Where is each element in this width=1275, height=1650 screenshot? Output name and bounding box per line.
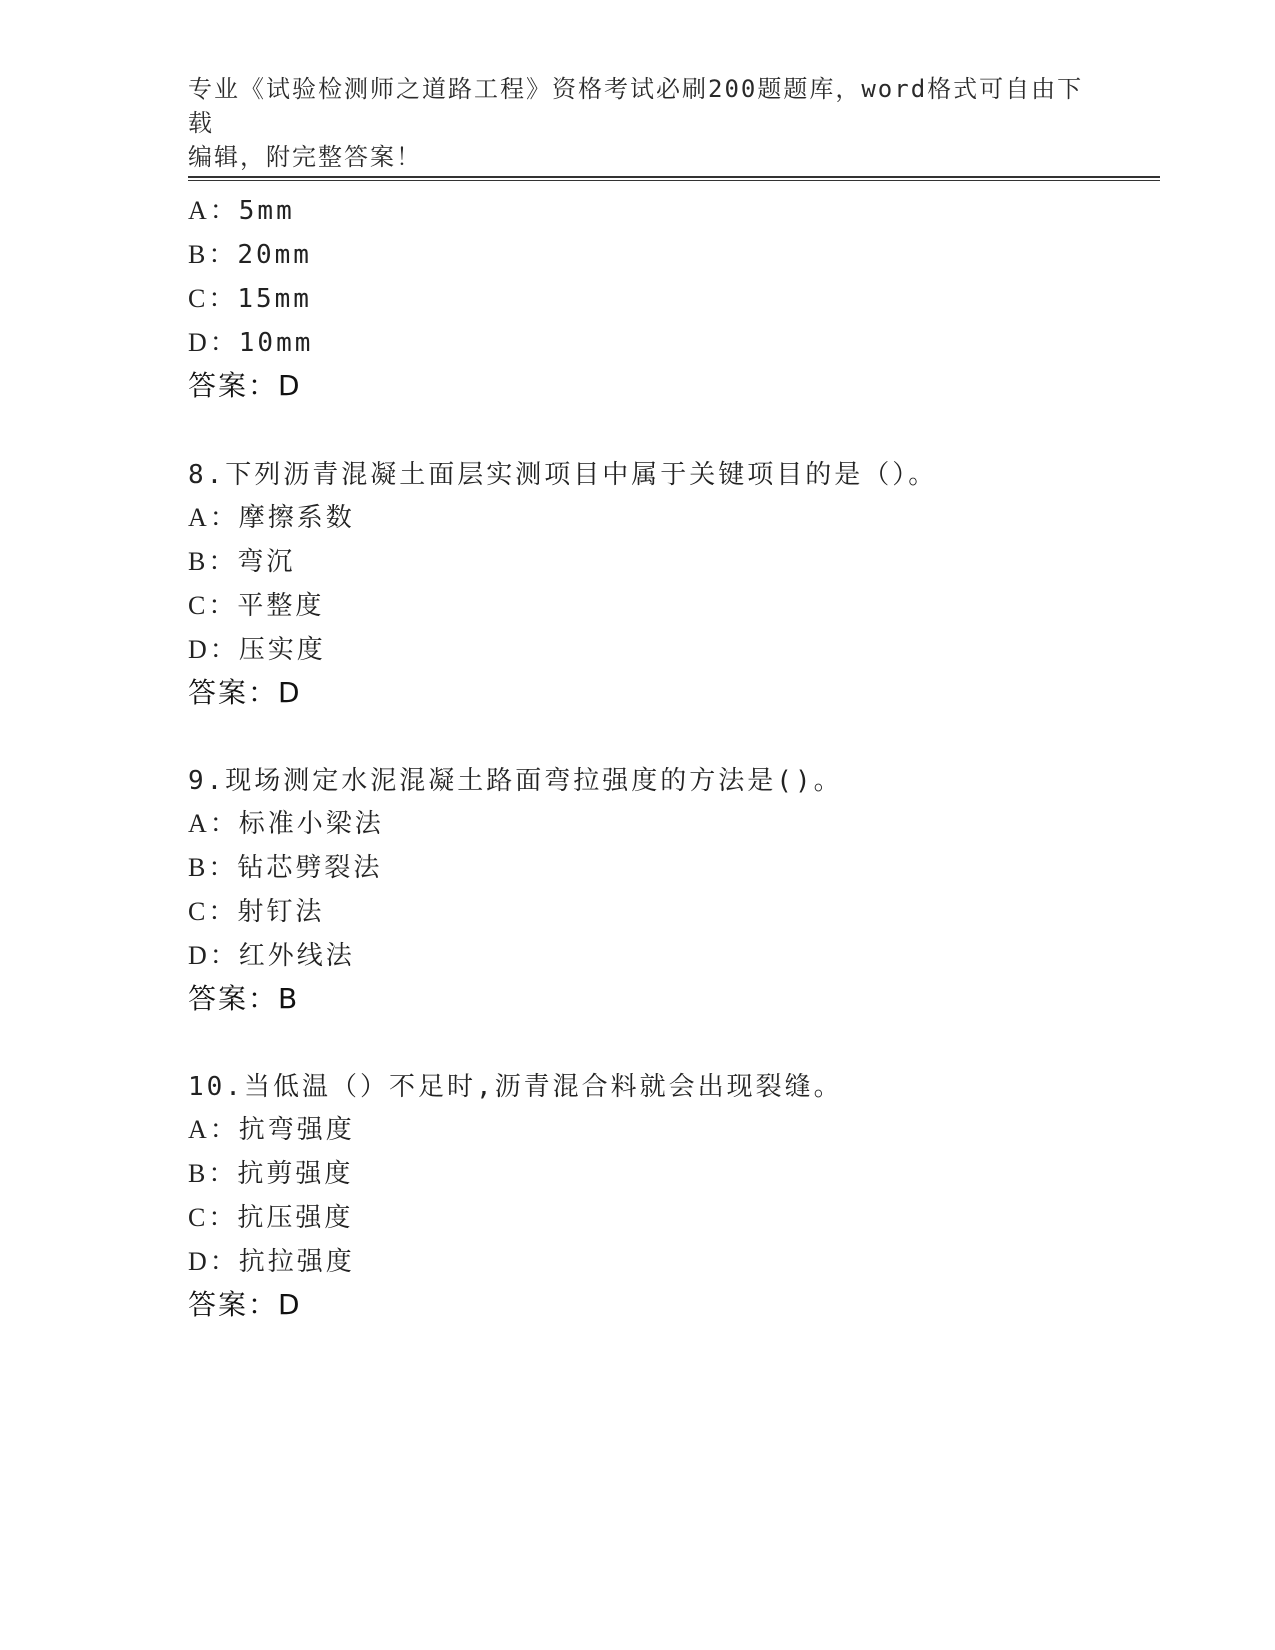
question-8-title: 8.下列沥青混凝土面层实测项目中属于关键项目的是（）。 — [188, 460, 938, 490]
question-9-option-b: B：钻芯劈裂法 — [188, 853, 383, 883]
question-8-option-b: B：弯沉 — [188, 547, 296, 577]
header-divider — [188, 176, 1160, 181]
document-header — [188, 72, 1088, 174]
question-10-option-b: B：抗剪强度 — [188, 1159, 354, 1189]
question-9-title: 9.现场测定水泥混凝土路面弯拉强度的方法是()。 — [188, 766, 843, 796]
question-8-option-d: D：压实度 — [188, 635, 326, 665]
question-10-title: 10.当低温（）不足时,沥青混合料就会出现裂缝。 — [188, 1072, 843, 1102]
prev-option-a: A：5mm — [188, 196, 295, 226]
question-8-option-a: A：摩擦系数 — [188, 503, 355, 533]
question-10-option-c: C：抗压强度 — [188, 1203, 354, 1233]
question-10-option-d: D：抗拉强度 — [188, 1247, 355, 1277]
question-10-answer: 答案：D — [188, 1288, 302, 1321]
header-line-2: 编辑，附完整答案！ — [188, 143, 422, 171]
prev-option-d: D：10mm — [188, 328, 314, 358]
question-10-option-a: A：抗弯强度 — [188, 1115, 355, 1145]
prev-option-c: C：15mm — [188, 284, 312, 314]
prev-answer: 答案：D — [188, 369, 302, 402]
question-9-option-a: A：标准小梁法 — [188, 809, 384, 839]
question-8-answer: 答案：D — [188, 676, 302, 709]
question-9-answer: 答案：B — [188, 982, 300, 1015]
question-8-option-c: C：平整度 — [188, 591, 325, 621]
prev-option-b: B：20mm — [188, 240, 312, 270]
header-line-1: 专业《试验检测师之道路工程》资格考试必刷200题题库，word格式可自由下载 — [188, 75, 1084, 137]
question-9-option-c: C：射钉法 — [188, 897, 325, 927]
question-9-option-d: D：红外线法 — [188, 941, 355, 971]
